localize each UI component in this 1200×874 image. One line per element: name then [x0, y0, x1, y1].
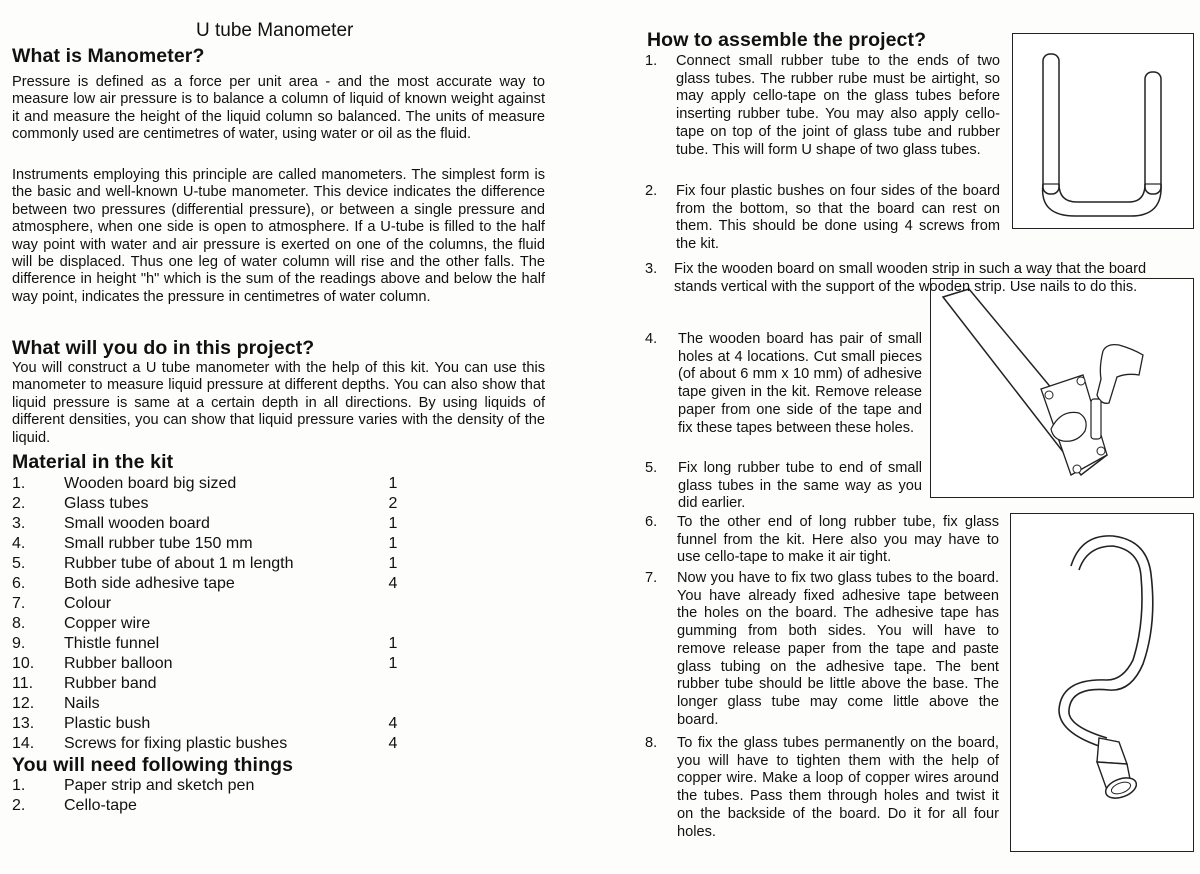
item-quantity: 4 — [388, 715, 398, 732]
step-number: 6. — [645, 514, 658, 530]
section-heading-what-is-manometer: What is Manometer? — [12, 45, 205, 67]
step-text: To fix the glass tubes permanently on the board, you will have to tighten them with the help of copper wire. Make a loop of copper wires around the tubes. Pass them through holes and twist it on the backside of the board. Do it for all four holes. — [677, 735, 999, 840]
item-number: 1. — [12, 475, 26, 492]
item-quantity: 1 — [388, 535, 398, 552]
item-name: Small wooden board — [64, 515, 210, 532]
step-number: 2. — [645, 183, 658, 199]
item-name: Copper wire — [64, 615, 151, 632]
step-text: Now you have to fix two glass tubes to the board. You have already fixed adhesive tape between the holes on the board. The adhesive tape has gumming from both sides. You will have to remove release paper from the tape and paste glass tubing on the adhesive tape. The bent rubber tube should be little above the base. The longer glass tube may come little above the board. — [677, 570, 999, 728]
item-number: 8. — [12, 615, 26, 632]
item-quantity: 1 — [388, 655, 398, 672]
material-list — [12, 474, 412, 754]
section-heading-material: Material in the kit — [12, 451, 174, 473]
item-name: Both side adhesive tape — [64, 575, 235, 592]
list-item — [12, 674, 412, 694]
item-number: 11. — [12, 675, 34, 692]
step-number: 1. — [645, 53, 658, 69]
step-text: The wooden board has pair of small holes at 4 locations. Cut small pieces (of about 6 mm x 10 mm) of adhesive tape given in the kit. Remove release paper from one side of the tape and fix these tapes between these holes. — [678, 331, 922, 436]
list-item — [12, 614, 412, 634]
list-item — [12, 776, 412, 796]
step-text: Fix the wooden board on small wooden strip in such a way that the board stands vertical with the support of the wooden strip. Use nails to do this. — [674, 261, 1147, 295]
step-text: To the other end of long rubber tube, fix glass funnel from the kit. Here also you may have to use cello-tape to make it air tight. — [677, 514, 999, 566]
step-text: Fix four plastic bushes on four sides of the board from the bottom, so that the board can rest on them. This should be done using 4 screws from the kit. — [676, 183, 1000, 253]
list-item — [12, 474, 412, 494]
list-item — [12, 554, 412, 574]
step-number: 4. — [645, 331, 658, 347]
list-item — [12, 714, 412, 734]
item-name: Rubber band — [64, 675, 157, 692]
step-number: 5. — [645, 460, 658, 476]
board-assembly-figure — [930, 278, 1194, 498]
u-tube-drawing — [1013, 34, 1193, 228]
step-number: 3. — [645, 261, 658, 277]
board-drawing — [931, 279, 1193, 497]
item-name: Small rubber tube 150 mm — [64, 535, 253, 552]
item-name: Nails — [64, 695, 100, 712]
list-item — [12, 594, 412, 614]
item-number: 6. — [12, 575, 26, 592]
section-heading-project: What will you do in this project? — [12, 337, 315, 359]
step-text: Fix long rubber tube to end of small glass tubes in the same way as you did earlier. — [678, 460, 922, 512]
item-number: 13. — [12, 715, 35, 732]
item-name: Colour — [64, 595, 112, 612]
item-number: 1. — [12, 777, 26, 794]
funnel-drawing — [1011, 514, 1193, 851]
list-item — [12, 534, 412, 554]
list-item — [12, 654, 412, 674]
right-page — [600, 0, 1200, 874]
step-number: 7. — [645, 570, 658, 586]
u-tube-figure — [1012, 33, 1194, 229]
list-item — [12, 796, 412, 816]
item-quantity: 4 — [388, 575, 398, 592]
item-number: 3. — [12, 515, 26, 532]
item-quantity: 2 — [388, 495, 398, 512]
item-name: Plastic bush — [64, 715, 151, 732]
section-heading-assemble: How to assemble the project? — [647, 29, 927, 51]
item-quantity: 1 — [388, 515, 398, 532]
paragraph-manometer-principle: Instruments employing this principle are called manometers. The simplest form is the basic and well-known U-tube manometer. This device indicates the difference between two pressures (differential pressure), or between a single pressure and atmosphere, when one side is open to atmosphere. If a U-tube is filled to the half way point with water and air pressure is exerted on one of the columns, the fluid will be displaced. Thus one leg of water column will rise and the other falls. The difference in height "h" which is the sum of the readings above and below the half way point, indicates the pressure in centimetres of water column. — [12, 167, 545, 305]
step-text: Connect small rubber tube to the ends of two glass tubes. The rubber rube must be airtight, so may apply cello-tape on the glass tubes before inserting rubber tube. You may also apply cello-tape on top of the joint of glass tube and rubber tube. This will form U shape of two glass tubes. — [676, 53, 1000, 158]
step-number: 8. — [645, 735, 658, 751]
item-number: 9. — [12, 635, 26, 652]
needs-list — [12, 776, 412, 816]
paragraph-project-description: You will construct a U tube manometer with the help of this kit. You can use this manometer to measure liquid pressure at different depths. You can also show that liquid pressure is same at a certain depth in all directions. By using liquids of different densities, you can show that liquid pressure varies with the density of the liquid. — [12, 360, 545, 446]
item-name: Thistle funnel — [64, 635, 160, 652]
list-item — [12, 634, 412, 654]
item-number: 2. — [12, 797, 26, 814]
paragraph-pressure-definition: Pressure is defined as a force per unit area - and the most accurate way to measure low air pressure is to balance a column of liquid of known weight against it and measure the height of the liquid column so balanced. The units of measure commonly used are centimetres of water, using water or oil as the fluid. — [12, 74, 545, 143]
item-name: Screws for fixing plastic bushes — [64, 735, 288, 752]
item-number: 2. — [12, 495, 26, 512]
item-name: Glass tubes — [64, 495, 149, 512]
item-quantity: 1 — [388, 555, 398, 572]
section-heading-need: You will need following things — [12, 754, 294, 776]
item-quantity: 4 — [388, 735, 398, 752]
item-number: 10. — [12, 655, 35, 672]
list-item — [12, 574, 412, 594]
item-name: Paper strip and sketch pen — [64, 777, 255, 794]
list-item — [12, 514, 412, 534]
item-number: 4. — [12, 535, 26, 552]
item-number: 7. — [12, 595, 26, 612]
list-item — [12, 734, 412, 754]
list-item — [12, 694, 412, 714]
document-title: U tube Manometer — [196, 20, 354, 41]
item-name: Rubber balloon — [64, 655, 173, 672]
list-item — [12, 494, 412, 514]
item-name: Rubber tube of about 1 m length — [64, 555, 294, 572]
funnel-tube-figure — [1010, 513, 1194, 852]
item-quantity: 1 — [388, 475, 398, 492]
item-name: Wooden board big sized — [64, 475, 237, 492]
item-quantity: 1 — [388, 635, 398, 652]
item-number: 5. — [12, 555, 26, 572]
item-number: 14. — [12, 735, 35, 752]
item-number: 12. — [12, 695, 35, 712]
item-name: Cello-tape — [64, 797, 137, 814]
